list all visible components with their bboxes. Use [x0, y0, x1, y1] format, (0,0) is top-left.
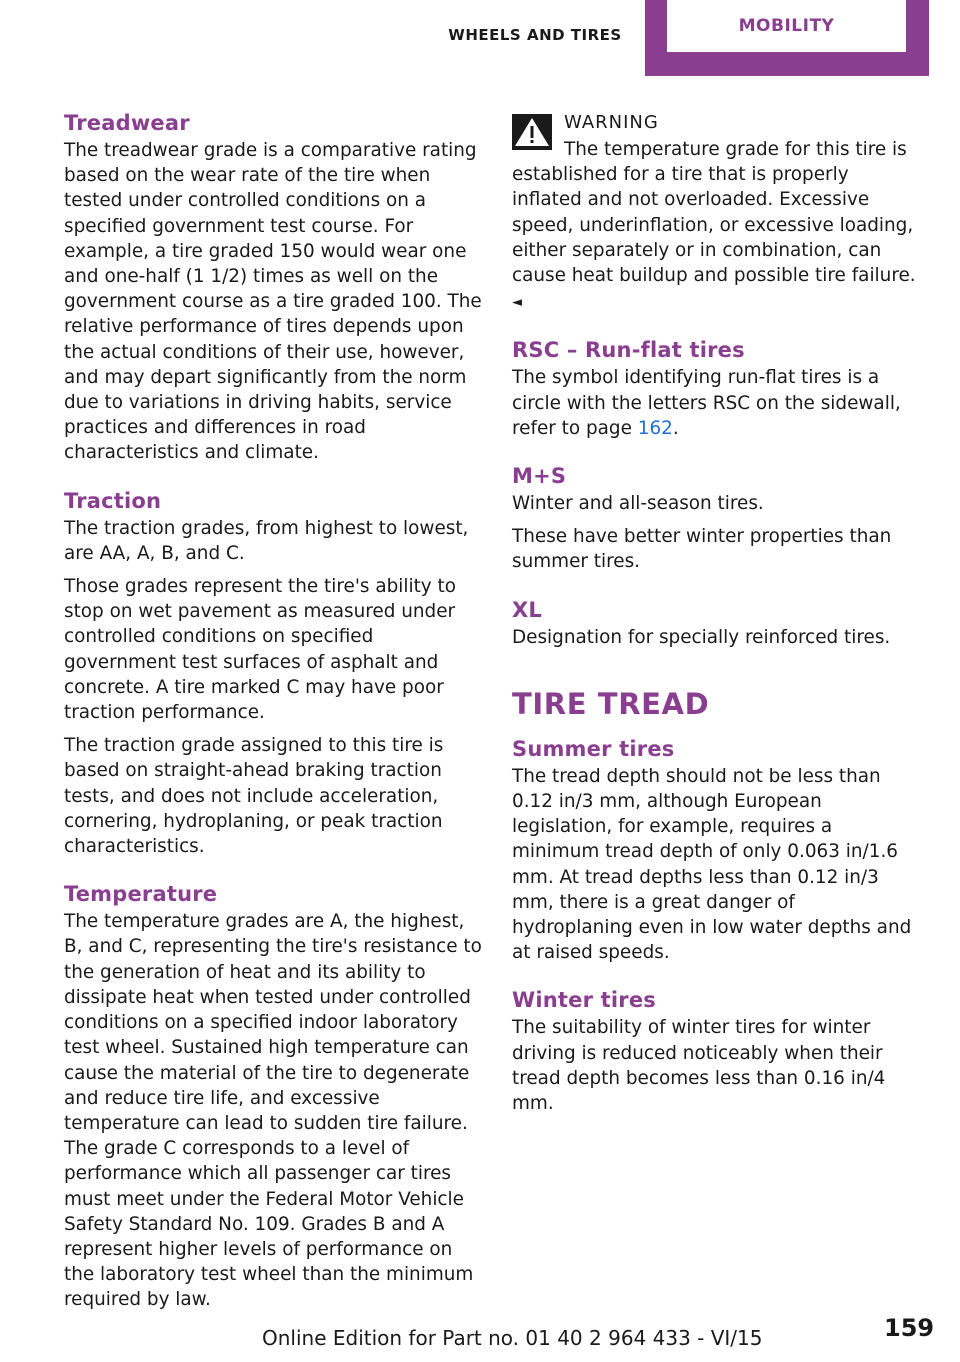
temperature-text: The temperature grades are A, the highest, B, and C, representing the tire's resistance to the generation of heat and its ability to dissipate heat when tested under controlled conditions on a specified indoor laboratory test wheel. Sustained high temperature can cause the material of the tire to degenerate and reduce tire life, and excessive temperature can lead to sudden tire failure. The grade C corresponds to a level of performance which all passenger car tires must meet under the Federal Motor Vehicle Safety Standard No. 109. Grades B and A represent higher levels of performance on the laboratory test wheel than the minimum required by law. [64, 911, 482, 1311]
traction-text-2: Those grades represent the tire's ability to stop on wet pavement as measured under controlled conditions on specified government test surfaces of asphalt and concrete. A tire marked C may have poor traction performance. [64, 576, 457, 724]
winter-tires-section [512, 985, 918, 1116]
xl-text: Designation for specially reinforced tires. [512, 626, 891, 648]
summer-tires-heading: Summer tires [512, 736, 675, 761]
warning-box [512, 108, 918, 315]
page-link-162[interactable]: 162 [637, 417, 673, 439]
warning-triangle-icon [512, 114, 552, 150]
warning-text: The temperature grade for this tire is established for a tire that is properly inflated and not overloaded. Excessive speed, underinflation, or excessive loading, either separately or in combination, can cause heat buildup and possible tire failure. ◄ [512, 139, 916, 311]
winter-tires-text: The suitability of winter tires for winter driving is reduced noticeably when their tread depth becomes less than 0.16 in/4 mm. [512, 1017, 886, 1115]
treadwear-section [64, 108, 482, 466]
xl-heading: XL [512, 597, 542, 622]
traction-text-1: The traction grades, from highest to lowest, are AA, A, B, and C. [64, 517, 469, 564]
temperature-section [64, 879, 482, 1312]
summer-tires-section [512, 734, 918, 966]
traction-section [64, 486, 482, 860]
ms-section [512, 461, 918, 575]
tire-tread-heading: TIRE TREAD [512, 686, 710, 721]
rsc-text: The symbol identifying run-flat tires is a circle with the letters RSC on the sidewall, refer to page 162. [512, 367, 901, 439]
warning-label: WARNING [564, 112, 659, 133]
left-column [64, 108, 482, 1333]
rsc-heading: RSC – Run-flat tires [512, 338, 745, 363]
winter-tires-heading: Winter tires [512, 988, 656, 1013]
treadwear-text: The treadwear grade is a comparative rating based on the wear rate of the tire when tested under controlled conditions on a specified government test course. For example, a tire graded 150 would wear one and one-half (1 1/2) times as well on the government course as a tire graded 100. The relative performance of tires depends upon the actual conditions of their use, however, and may depart significantly from the norm due to variations in driving habits, service practices and differences in road characteristics and climate. [64, 140, 482, 464]
ms-heading: M+S [512, 464, 567, 489]
page-number: 159 [884, 1314, 935, 1342]
chapter-tab-label: MOBILITY [667, 0, 906, 52]
right-column [512, 108, 918, 1136]
rsc-section [512, 335, 918, 441]
temperature-heading: Temperature [64, 882, 218, 907]
traction-heading: Traction [64, 488, 162, 513]
ms-text-2: These have better winter properties than summer tires. [512, 526, 892, 573]
end-mark-icon: ◄ [512, 295, 522, 311]
traction-text-3: The traction grade assigned to this tire is based on straight-ahead braking traction tests, and does not include acceleration, cornering, hydroplaning, or peak traction characteristics. [64, 735, 444, 858]
summer-tires-text: The tread depth should not be less than 0.12 in/3 mm, although European legislation, for example, requires a minimum tread depth of only 0.063 in/1.6 mm. At tread depths less than 0.12 in/3 mm, there is a great danger of hydroplaning even in low water depths and at raised speeds. [512, 765, 912, 964]
ms-text-1: Winter and all-season tires. [512, 493, 764, 515]
section-title: WHEELS AND TIRES [448, 26, 622, 44]
xl-section [512, 595, 918, 650]
chapter-tab[interactable] [645, 0, 929, 76]
footer-edition: Online Edition for Part no. 01 40 2 964 433 - VI/15 [262, 1326, 763, 1350]
treadwear-heading: Treadwear [64, 111, 190, 135]
